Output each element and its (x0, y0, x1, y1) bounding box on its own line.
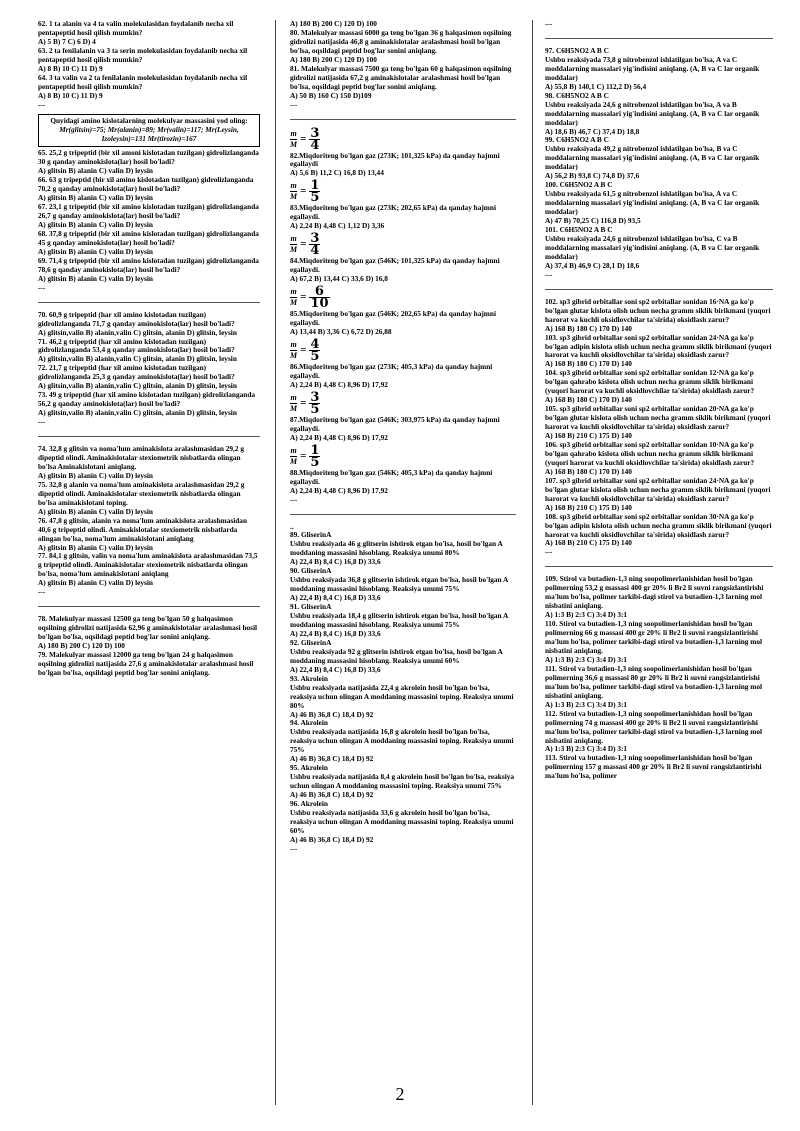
answer-options: A) glitsin B) alanin C) valin D) leysin (38, 220, 153, 230)
separator-dash: --- (38, 417, 46, 427)
fraction-M: M (290, 139, 298, 149)
separator-dash: --- (545, 19, 553, 28)
fraction-row (290, 284, 516, 312)
fraction-m: m (290, 234, 297, 244)
answer-options: A) 168 B) 180 C) 170 D) 140 (545, 395, 632, 405)
answer-options: A) 22,4 B) 8,4 C) 16,8 D) 33,6 (290, 664, 381, 674)
answer-options: A) 22,4 B) 8,4 C) 16,8 D) 33,6 (290, 628, 381, 638)
fraction-value (309, 284, 329, 312)
answer-options: A) 2,24 B) 4,48 C) 8,96 D) 17,92 (290, 379, 388, 389)
question-text (290, 204, 516, 222)
fraction-M: M (290, 350, 298, 360)
question-lead: Miqdori (299, 150, 326, 160)
answer-options: A) 1:3 B) 2:3 C) 3:4 D) 3:1 (545, 654, 628, 664)
fraction-m-over-M (290, 181, 297, 202)
separator-rule (38, 436, 260, 437)
fraction-denominator: 5 (310, 348, 320, 364)
answer-options: A) 2,24 B) 4,48 C) 8,96 D) 17,92 (290, 485, 388, 495)
question-group (38, 445, 260, 588)
question-number: 84. (290, 256, 300, 266)
fraction-m: m (290, 392, 297, 402)
question-text: 105. sp3 gibrid orbitallar soni sp2 orbitallar sonidan 20·NA ga ko'p bo'lgan glutar kislota olish uchun necha gramm siklik birikmani (yuqori harorat va kuchli oksidlovchilar ta'sirida) oksidlash zarur? (545, 404, 771, 432)
question-heading: 92. GliserinA (290, 637, 332, 647)
question-text: 64. 3 ta valin va 2 ta fenilalanin molekulasidan foydalanib necha xil pentapeptid hosil qilish mumkin? (38, 72, 248, 91)
question-body: teng bo'lgan gaz (273K; 405,3 kPa) da qanday hajmni egallaydi. (290, 361, 493, 380)
question-text: 81. Malekulyar massasi 7500 ga teng bo'lgan 60 g halqasimon oqsilning gidrolizi natijasida 67,2 g aminakislotalar aralashmasi hosil bo'lgan bo'lsa, oqsildagi peptid bog'lar sonini aniqlang. (290, 63, 512, 91)
answer-options: A) 2,24 B) 4,48 C) 1,12 D) 3,36 (290, 221, 385, 231)
fraction-numerator: 3 (310, 231, 320, 247)
question-body: teng bo'lgan gaz (546K; 101,325 kPa) da qanday hajmni egallaydi. (290, 256, 500, 275)
answer-options: A) glitsin B) alanin C) valin D) leysin (38, 542, 153, 552)
question-number: 88. (290, 467, 300, 477)
fraction-value (309, 125, 320, 153)
question-lead: Miqdori (299, 467, 326, 477)
fraction-m: m (290, 181, 297, 191)
separator-dash: --- (38, 587, 46, 597)
separator-dash: --- (290, 494, 298, 504)
answer-options: A) glitsin B) alanin C) valin D) leysin (38, 273, 153, 283)
answer-options: A) glitsin B) alanin C) valin D) leysin (38, 193, 153, 203)
question-text: 67. 23,1 g tripeptid (bir xil amino kislotadan tuzilgan) gidrolizlanganda 26,7 g qanday aminokislota(lar) hosil bo'ladi? (38, 202, 259, 221)
question-text: 78. Malekulyar massasi 12500 ga teng bo'lgan 50 g halqasimon oqsilning gidrolizi natijasida 62,96 g aminakislotalar aralashmasi hosil bo'lgan bo'lsa, oqsildagi peptid bog'lar sonini aniqlang. (38, 614, 258, 642)
separator-rule (290, 514, 516, 515)
fraction-denominator: 4 (310, 137, 320, 153)
question-text: 102. sp3 gibrid orbitallar soni sp2 orbitallar sonidan 16·NA ga ko'p bo'lgan glutar kislota olish uchun necha gramm siklik birikmani (yuqori harorat va kuchli oksidlovchilar ta'sirida) oksidlash zarur? (545, 296, 771, 324)
equals-sign: = (300, 396, 307, 409)
column-divider-2 (532, 20, 533, 1105)
fraction-numerator: 1 (310, 442, 320, 458)
fraction-row (290, 178, 516, 206)
fraction-denominator: 10 (310, 296, 329, 312)
fraction-value (309, 442, 320, 470)
column-1 (38, 20, 260, 678)
answer-options: A) 46 B) 36,8 C) 18,4 D) 92 (290, 790, 374, 800)
answer-options: A) glitsin B) alanin C) valin D) leysin (38, 578, 153, 588)
equals-sign: = (300, 238, 307, 251)
question-text (290, 416, 516, 434)
answer-options: A) glitsin,valin B) alanin,valin C) glitsin, alanin D) glitsin, leysin (38, 381, 237, 391)
separator-dash: --- (290, 99, 298, 109)
fraction-denominator: 5 (310, 190, 320, 206)
answer-options: A) 46 B) 36,8 C) 18,4 D) 92 (290, 709, 374, 719)
question-heading: 98. C6H5NO2 A B C (545, 90, 609, 100)
answer-options: A) glitsin B) alanin C) valin D) leysin (38, 166, 153, 176)
fraction-m: m (290, 128, 297, 138)
answer-options: A) 8 B) 10 C) 11 D) 9 (38, 63, 103, 73)
question-heading: 100. C6H5NO2 A B C (545, 180, 613, 190)
fraction-denominator: 5 (310, 401, 320, 417)
equals-sign: = (300, 185, 307, 198)
question-text: Ushbu reaksiyada 24,6 g nitrobenzol ishlatilgan bo'lsa, C va B moddalarning massalari yig'indisini aniqlang. (A, B va C lar organik moddalar) (545, 233, 760, 261)
answer-options: A) 1:3 B) 2:3 C) 3:4 D) 3:1 (545, 744, 628, 754)
answer-options: A) glitsin B) alanin C) valin D) leysin (38, 246, 153, 256)
question-heading: 94. Akrolein (290, 718, 328, 728)
equals-sign: = (300, 132, 307, 145)
question-text (290, 469, 516, 487)
question-heading: 95. Akrolein (290, 763, 328, 773)
question-text: 113. Stirol va butadien-1,3 ning soopolimerlanishidan hosil bo'lgan polimerning 157 g massasi 400 gr 20% li Br2 li suvni rangsizlantirishi ma'lum bo'lsa, polimer (545, 753, 762, 781)
question-text: 104. sp3 gibrid orbitallar soni sp2 orbitallar sonidan 12·NA ga ko'p bo'lgan qahrabo kislota olish uchun necha gramm siklik birikmani (yuqori harorat va kuchli oksidlovchilar ta'sirida) oksidlash zarur? (545, 368, 755, 396)
question-text: 69. 71,4 g tripeptid (bir xil amino kislotadan tuzilgan) gidrolizlanganda 78,6 g qanday aminokislota(lar) hosil bo'ladi? (38, 255, 259, 274)
box-values: Mr(glitsin)=75; Mr(alanin)=89; Mr(valin)=117; Mr(Leysin, Izoleysin)=131 Mr(tirozin)=167 (59, 125, 239, 144)
question-text: 62. 1 ta alanin va 4 ta valin molekulasidan foydalanib necha xil pentapeptid hosil qilish mumkin? (38, 19, 234, 37)
question-text: 74. 32,8 g glitsin va noma'lum aminakislota aralashmasidan 29,2 g dipeptid olindi. Aminakislotalar stexiometrik nisbatlarda olingan bo'lsa Aminakislotani aniqlang. (38, 444, 244, 471)
question-text: 107. sp3 gibrid orbitallar soni sp2 orbitallar sonidan 24·NA ga ko'p bo'lgan glutar kislota olish uchun necha gramm siklik birikmani (yuqori harorat va kuchli oksidlovchilar ta'sirida) oksidlash zarur? (545, 475, 771, 503)
fraction-value (309, 231, 320, 259)
question-lead: Miqdori (299, 256, 326, 266)
fraction-M: M (290, 245, 298, 255)
question-text: 63. 2 ta fenilalanin va 3 ta serin molekulasidan foydalanib necha xil pentapeptid hosil qilish mumkin? (38, 45, 248, 64)
answer-options: A) 22,4 B) 8,4 C) 16,8 D) 33,6 (290, 557, 381, 567)
question-text: Ushbu reaksiyada 36,8 g glitserin ishtirok etgan bo'lsa, hosil bo'lgan A moddaning massasini hisoblang. Reaksiya unumi 75% (290, 575, 508, 594)
question-text: 75. 32,8 g alanin va noma'lum aminakislota aralashmasidan 29,2 g dipeptid olindi. Aminakislotalar stexiometrik nisbatlarda olingan bo'lsa aminakislotani toping. (38, 479, 245, 507)
question-text: Ushbu reaksiyada 46 g glitserin ishtirok etgan bo'lsa, hosil bo'lgan A moddaning massasini hisoblang. Reaksiya unumi 80% (290, 539, 503, 558)
answer-options: A) 168 B) 210 C) 175 D) 140 (545, 502, 632, 512)
question-heading: 99. C6H5NO2 A B C (545, 135, 609, 145)
answer-options: A) 56,2 B) 93,8 C) 74,8 D) 37,6 (545, 171, 640, 181)
question-text (290, 152, 516, 170)
separator-dash: --- (38, 282, 46, 292)
question-text: Ushbu reaksiyada 92 g glitserin ishtirok etgan bo'lsa, hosil bo'lgan A moddaning massasini hisoblang. Reaksiya unumi 60% (290, 646, 503, 665)
question-text: 103. sp3 gibrid orbitallar soni sp2 orbitallar sonidan 24·NA ga ko'p bo'lgan adipin kislota olish uchun necha gramm siklik birikmani (yuqori harorat va kuchli oksidlovchilar ta'sirida) oksidlash zarur? (545, 332, 772, 360)
question-heading: 90. GliserinA (290, 566, 332, 576)
answer-options: A) 37,4 B) 46,9 C) 28,1 D) 18,6 (545, 260, 640, 270)
question-text: 111. Stirol va butadien-1,3 ning soopolimerlanishidan hosil bo'lgan polimerning 36,6 g massasi 80 gr 20% li Br2 li suvni rangsizlantirishi ma'lum bo'lsa, polimer tarkibi-dagi stirol va butadien-1,3 larning mol nisbatini aniqlang. (545, 663, 763, 700)
answer-options: A) 168 B) 210 C) 175 D) 140 (545, 538, 632, 548)
molar-mass-box (38, 114, 260, 148)
question-lead: Miqdori (299, 361, 326, 371)
equals-sign: = (300, 291, 307, 304)
question-text: 110. Stirol va butadien-1,3 ning soopolimerlanishidan hosil bo'lgan polimerning 66 g massasi 400 gr 20% li Br2 li suvni rangsizlantirishi ma'lum bo'lsa, polimer tarkibi-dagi stirol va butadien-1,3 larning mol nisbatini aniqlang. (545, 619, 763, 655)
question-text: 72. 21,7 g tripeptid (har xil amino kislotadan tuzilgan) gidrolizlanganda 25,3 g qanday aminokislota(lar) hosil bo'ladi? (38, 363, 235, 382)
fraction-value (309, 178, 320, 206)
question-number: 83. (290, 203, 300, 213)
question-text (290, 363, 516, 381)
question-group (545, 47, 773, 271)
fraction-denominator: 4 (310, 243, 320, 259)
answer-options: A) 46 B) 36,8 C) 18,4 D) 92 (290, 834, 374, 844)
answer-options: A) glitsin,valin B) alanin,valin C) glitsin, alanin D) glitsin, leysin (38, 408, 237, 418)
question-text: Ushbu reaksiyada natijasida 16,8 g akrolein hosil bo'lgan bo'lsa, reaksiya uchun olingan A moddaning massasini toping. Reaksiya unumi 75% (290, 727, 514, 755)
fraction-m-over-M (290, 446, 297, 467)
answer-options: A) 168 B) 180 C) 170 D) 140 (545, 359, 632, 369)
answer-options: A) 13,44 B) 3,36 C) 6,72 D) 26,88 (290, 327, 392, 337)
answer-options: A) 18,6 B) 46,7 C) 37,4 D) 18,8 (545, 126, 640, 136)
question-number: 82. (290, 150, 300, 160)
separator-rule (38, 606, 260, 607)
fraction-M: M (290, 298, 298, 308)
question-text: Ushbu reaksiyada 61,5 g nitrobenzol ishlatilgan bo'lsa, A va C moddalarning massalari yig'indisini aniqlang. (A, B va C lar organik moddalar) (545, 189, 760, 217)
question-text: 73. 49 g tripeptid (har xil amino kislotadan tuzilgan) gidrolizlanganda 56,2 g qanday aminokislota(lar) hosil bo'ladi? (38, 390, 256, 409)
question-group (290, 29, 516, 101)
question-text (290, 257, 516, 275)
question-group (38, 20, 260, 101)
question-text: 79. Malekulyar massasi 12000 ga teng bo'lgan 24 g halqasimon oqsilning gidrolizi natijasida 27,6 g aminakislotalar aralashmasi hosil bo'lgan bo'lsa, oqsildagi peptid bog'lar sonini aniqlang. (38, 650, 254, 677)
question-number: 87. (290, 414, 300, 424)
answer-options: A) 22,4 B) 8,4 C) 16,8 D) 33,6 (290, 593, 381, 603)
question-body: teng bo'lgan gaz (546K; 303,975 kPa) da qanday hajmni egallaydi. (290, 414, 500, 433)
question-text: Ushbu reaksiyada 73,8 g nitrobenzol ishlatilgan bo'lsa, A va C moddalarning massalari yig'indisini aniqlang. (A, B va C lar organik moddalar) (545, 54, 760, 82)
answer-options: A) 180 B) 200 C) 120 D) 100 (290, 19, 377, 28)
question-heading: 101. C6H5NO2 A B C (545, 225, 613, 235)
question-number: 85. (290, 309, 300, 319)
answer-options: A) glitsin,valin B) alanin,valin C) glitsin, alanin D) glitsin, leysin (38, 354, 237, 364)
answer-options: A) 67,2 B) 13,44 C) 33,6 D) 16,8 (290, 274, 388, 284)
answer-options: A) glitsin B) alanin C) valin D) leysin (38, 506, 153, 516)
answer-options: A) 55,8 B) 140,1 C) 112,2 D) 56,4 (545, 81, 647, 91)
question-text: 76. 47,8 g glitsin, alanin va noma'lum aminakislota aralashmasidan 40,6 g tripeptid olindi. Aminakislotalar stexiometrik nisbatlarda olingan bo'lsa, noma'lum aminakislotani aniqlang (38, 515, 248, 543)
answer-options: A) 8 B) 10 C) 11 D) 9 (38, 90, 103, 100)
equals-sign: = (300, 343, 307, 356)
question-text (290, 310, 516, 328)
question-number: 86. (290, 361, 300, 371)
separator-rule (545, 38, 773, 39)
fraction-row (290, 125, 516, 153)
separator-rule (545, 566, 773, 567)
question-text: Ushbu reaksiyada 24,6 g nitrobenzol ishlatilgan bo'lsa, A va B moddalarning massalari yig'indisini aniqlang. (A, B va C lar organik moddalar) (545, 99, 760, 127)
separator-rule (290, 119, 516, 120)
fraction-M: M (290, 192, 298, 202)
answer-options: A) 180 B) 200 C) 120 D) 100 (38, 641, 125, 651)
fraction-m-over-M (290, 340, 297, 361)
fraction-denominator: 5 (310, 454, 320, 470)
fraction-numerator: 3 (310, 389, 320, 405)
answer-options: A) 2,24 B) 4,48 C) 8,96 D) 17,92 (290, 432, 388, 442)
question-body: teng bo'lgan gaz (546K; 405,3 kPa) da qanday hajmni egallaydi. (290, 467, 493, 486)
separator-rule (545, 289, 773, 290)
answer-options: A) 1:3 B) 2:3 C) 3:4 D) 3:1 (545, 699, 628, 709)
answer-options: A) glitsin,valin B) alanin,valin C) glitsin, alanin D) glitsin, leysin (38, 327, 237, 337)
question-text: 106. sp3 gibrid orbitallar soni sp2 orbitallar sonidan 10·NA ga ko'p bo'lgan qahrabo kislota olish uchun necha gramm siklik birikmani (yuqori harorat va kuchli oksidlovchilar ta'sirida) oksidlash zarur? (545, 439, 755, 467)
question-body: teng bo'lgan gaz (273K; 202,65 kPa) da qanday hajmni egallaydi. (290, 203, 496, 222)
question-text: 80. Malekulyar massasi 6000 ga teng bo'lgan 36 g halqasimon oqsilning gidrolizi natijasida 46,8 g aminakislotalar aralashmasi hosil bo'lgan bo'lsa, oqsildagi peptid bog'lar sonini aniqlang. (290, 27, 512, 55)
answer-options: A) 168 B) 180 C) 170 D) 140 (545, 323, 632, 333)
question-group (290, 531, 516, 844)
column-3 (545, 20, 773, 781)
fraction-row (290, 336, 516, 364)
question-group (38, 149, 260, 283)
fraction-m: m (290, 339, 297, 349)
question-heading: 97. C6H5NO2 A B C (545, 45, 609, 55)
question-text: Ushbu reaksiyada natijasida 22,4 g akrolein hosil bo'lgan bo'lsa, reaksiya uchun olingan A moddaning massasini toping. Reaksiya unumi 80% (290, 682, 514, 710)
question-text: 68. 37,8 g tripeptid (bir xil amino kislotadan tuzilgan) gidrolizlanganda 45 g qanday aminokislota(lar) hosil bo'ladi? (38, 228, 259, 247)
question-text: Ushbu reaksiyada 18,4 g glitserin ishtirok etgan bo'lsa, hosil bo'lgan A moddaning massasini hisoblang. Reaksiya unumi 75% (290, 611, 508, 629)
column-divider-1 (275, 20, 276, 1105)
question-text: 109. Stirol va butadien-1,3 ning soopolimerlanishidan hosil bo'lgan polimerning 53,2 g massasi 400 gr 20% li Br2 li suvni rangsizlantirishi ma'lum bo'lsa, polimer tarkibi-dagi stirol va butadien-1,3 larning mol nisbatini aniqlang. (545, 574, 764, 611)
question-text: Ushbu reaksiyada natijasida 33,6 g akrolein hosil bo'lgan bo'lsa, reaksiya uchun olingan A moddaning massasini toping. Reaksiya unumi 60% (290, 808, 514, 835)
question-heading: 93. Akrolein (290, 673, 328, 683)
answer-options: A) 168 B) 210 C) 175 D) 140 (545, 431, 632, 441)
question-body: teng bo'lgan gaz (546K; 202,65 kPa) da qanday hajmni egallaydi. (290, 309, 496, 328)
question-text: 65. 25,2 g tripeptid (bir xil amoni kislotadan tuzilgan) gidrolizlanganda 30 g qanday aminokislota(lar) hosil bo'ladi? (38, 148, 259, 167)
question-group (38, 311, 260, 418)
question-text: 66. 63 g tripeptid (bir xil amino kislotadan tuzilgan) gidrolizlanganda 70,2 g qanday aminokislota(lar) hosil bo'ladi? (38, 175, 254, 194)
question-heading: 89. GliserinA (290, 530, 332, 540)
fraction-M: M (290, 456, 298, 466)
question-text: 108. sp3 gibrid orbitallar soni sp2 orbitallar sonidan 30·NA ga ko'p bo'lgan adipin kislota olish uchun necha gramm siklik birikmani (yuqori harorat va kuchli oksidlovchilar ta'sirida) oksidlash zarur? (545, 511, 772, 539)
answer-options: A) 5 B) 7 C) 6 D) 4 (38, 36, 96, 46)
question-group (38, 615, 260, 678)
fraction-numerator: 1 (310, 178, 320, 194)
page-number: 2 (395, 1084, 405, 1104)
question-heading: 96. Akrolein (290, 799, 328, 809)
fraction-value (309, 389, 320, 417)
question-group (545, 298, 773, 549)
fraction-M: M (290, 403, 298, 413)
fraction-m-over-M (290, 287, 297, 308)
question-text: 112. Stirol va butadien-1,3 ning soopolimerlanishidan hosil bo'lgan polimerning 74 g massasi 400 gr 20% li Br2 li suvni rangsizlantirishi ma'lum bo'lsa, polimer tarkibi-dagi stirol va butadien-1,3 larning mol nisbatini aniqlang. (545, 708, 763, 745)
fraction-numerator: 4 (310, 336, 320, 352)
fraction-m: m (290, 445, 297, 455)
question-text: 71. 46,2 g tripeptid (har xil amino kislotadan tuzilgan) gidrolizlanganda 53,4 g qanday aminokislota(lar) hosil bo'ladi? (38, 336, 235, 355)
question-lead: Miqdori (299, 414, 326, 424)
answer-options: A) 46 B) 36,8 C) 18,4 D) 92 (290, 754, 374, 764)
answer-options: A) glitsin B) alanin C) valin D) leysin (38, 470, 153, 480)
separator-dash: --- (545, 547, 553, 557)
separator-dash: --- (290, 843, 298, 853)
fraction-m-over-M (290, 129, 297, 150)
equals-sign: = (300, 449, 307, 462)
question-body: teng bo'lgan gaz (273K; 101,325 kPa) da qanday hajmni egallaydi (290, 150, 500, 169)
separator-dash: .. (290, 521, 294, 531)
separator-rule (38, 302, 260, 303)
fraction-row (290, 231, 516, 259)
question-text: 70. 60,9 g tripeptid (har xil amino kislotadan tuzilgan) gidrolizlanganda 71,7 g qanday aminokislota(lar) hosil bo'ladi? (38, 309, 235, 328)
fraction-value (309, 336, 320, 364)
fraction-row (290, 442, 516, 470)
fraction-m-over-M (290, 234, 297, 255)
question-lead: Miqdori (299, 309, 326, 319)
question-heading: 91. GliserinA (290, 602, 332, 612)
fraction-numerator: 6 (314, 284, 324, 300)
answer-options: A) 5,6 B) 11,2 C) 16,8 D) 13,44 (290, 168, 384, 178)
question-lead: Miqdori (299, 203, 326, 213)
answer-options: A) 180 B) 200 C) 120 D) 100 (290, 54, 377, 64)
separator-dash: --- (545, 269, 553, 279)
question-text: Ushbu reaksiyada 49,2 g nitrobenzol ishlatilgan bo'lsa, B va C moddalarning massalari yig'indisini aniqlang. (A, B va C lar organik moddalar) (545, 144, 760, 172)
answer-options: A) 168 B) 180 C) 170 D) 140 (545, 466, 632, 476)
gas-question-group (290, 125, 516, 496)
fraction-m: m (290, 287, 297, 297)
answer-options: A) 1:3 B) 2:3 C) 3:4 D) 3:1 (545, 610, 628, 620)
question-group (545, 575, 773, 781)
separator-dash: --- (38, 99, 46, 109)
answer-options: A) 47 B) 70,25 C) 116,8 D) 93,5 (545, 216, 641, 226)
question-text: Ushbu reaksiyada natijasida 8,4 g akrolein hosil bo'lgan bo'lsa, reaksiya uchun olingan A moddaning massasini toping. Reaksiya unumi 75% (290, 772, 515, 791)
column-2 (290, 20, 516, 854)
fraction-row (290, 389, 516, 417)
answer-options: A) 50 B) 160 C) 150 D)109 (290, 90, 372, 100)
box-title: Quyidagi amino kislotalarning molekulyar massasini yod oling: (50, 115, 248, 125)
fraction-numerator: 3 (310, 125, 320, 141)
fraction-m-over-M (290, 393, 297, 414)
question-text: 77. 84,1 g glitsin, valin va noma'lum aminakislota aralashmasidan 73,5 g tripeptid olindi. Aminakislotalar stexiometrik nisbatlarda olingan bo'lsa, noma'lum aminakislotani aniqlang (38, 551, 258, 579)
